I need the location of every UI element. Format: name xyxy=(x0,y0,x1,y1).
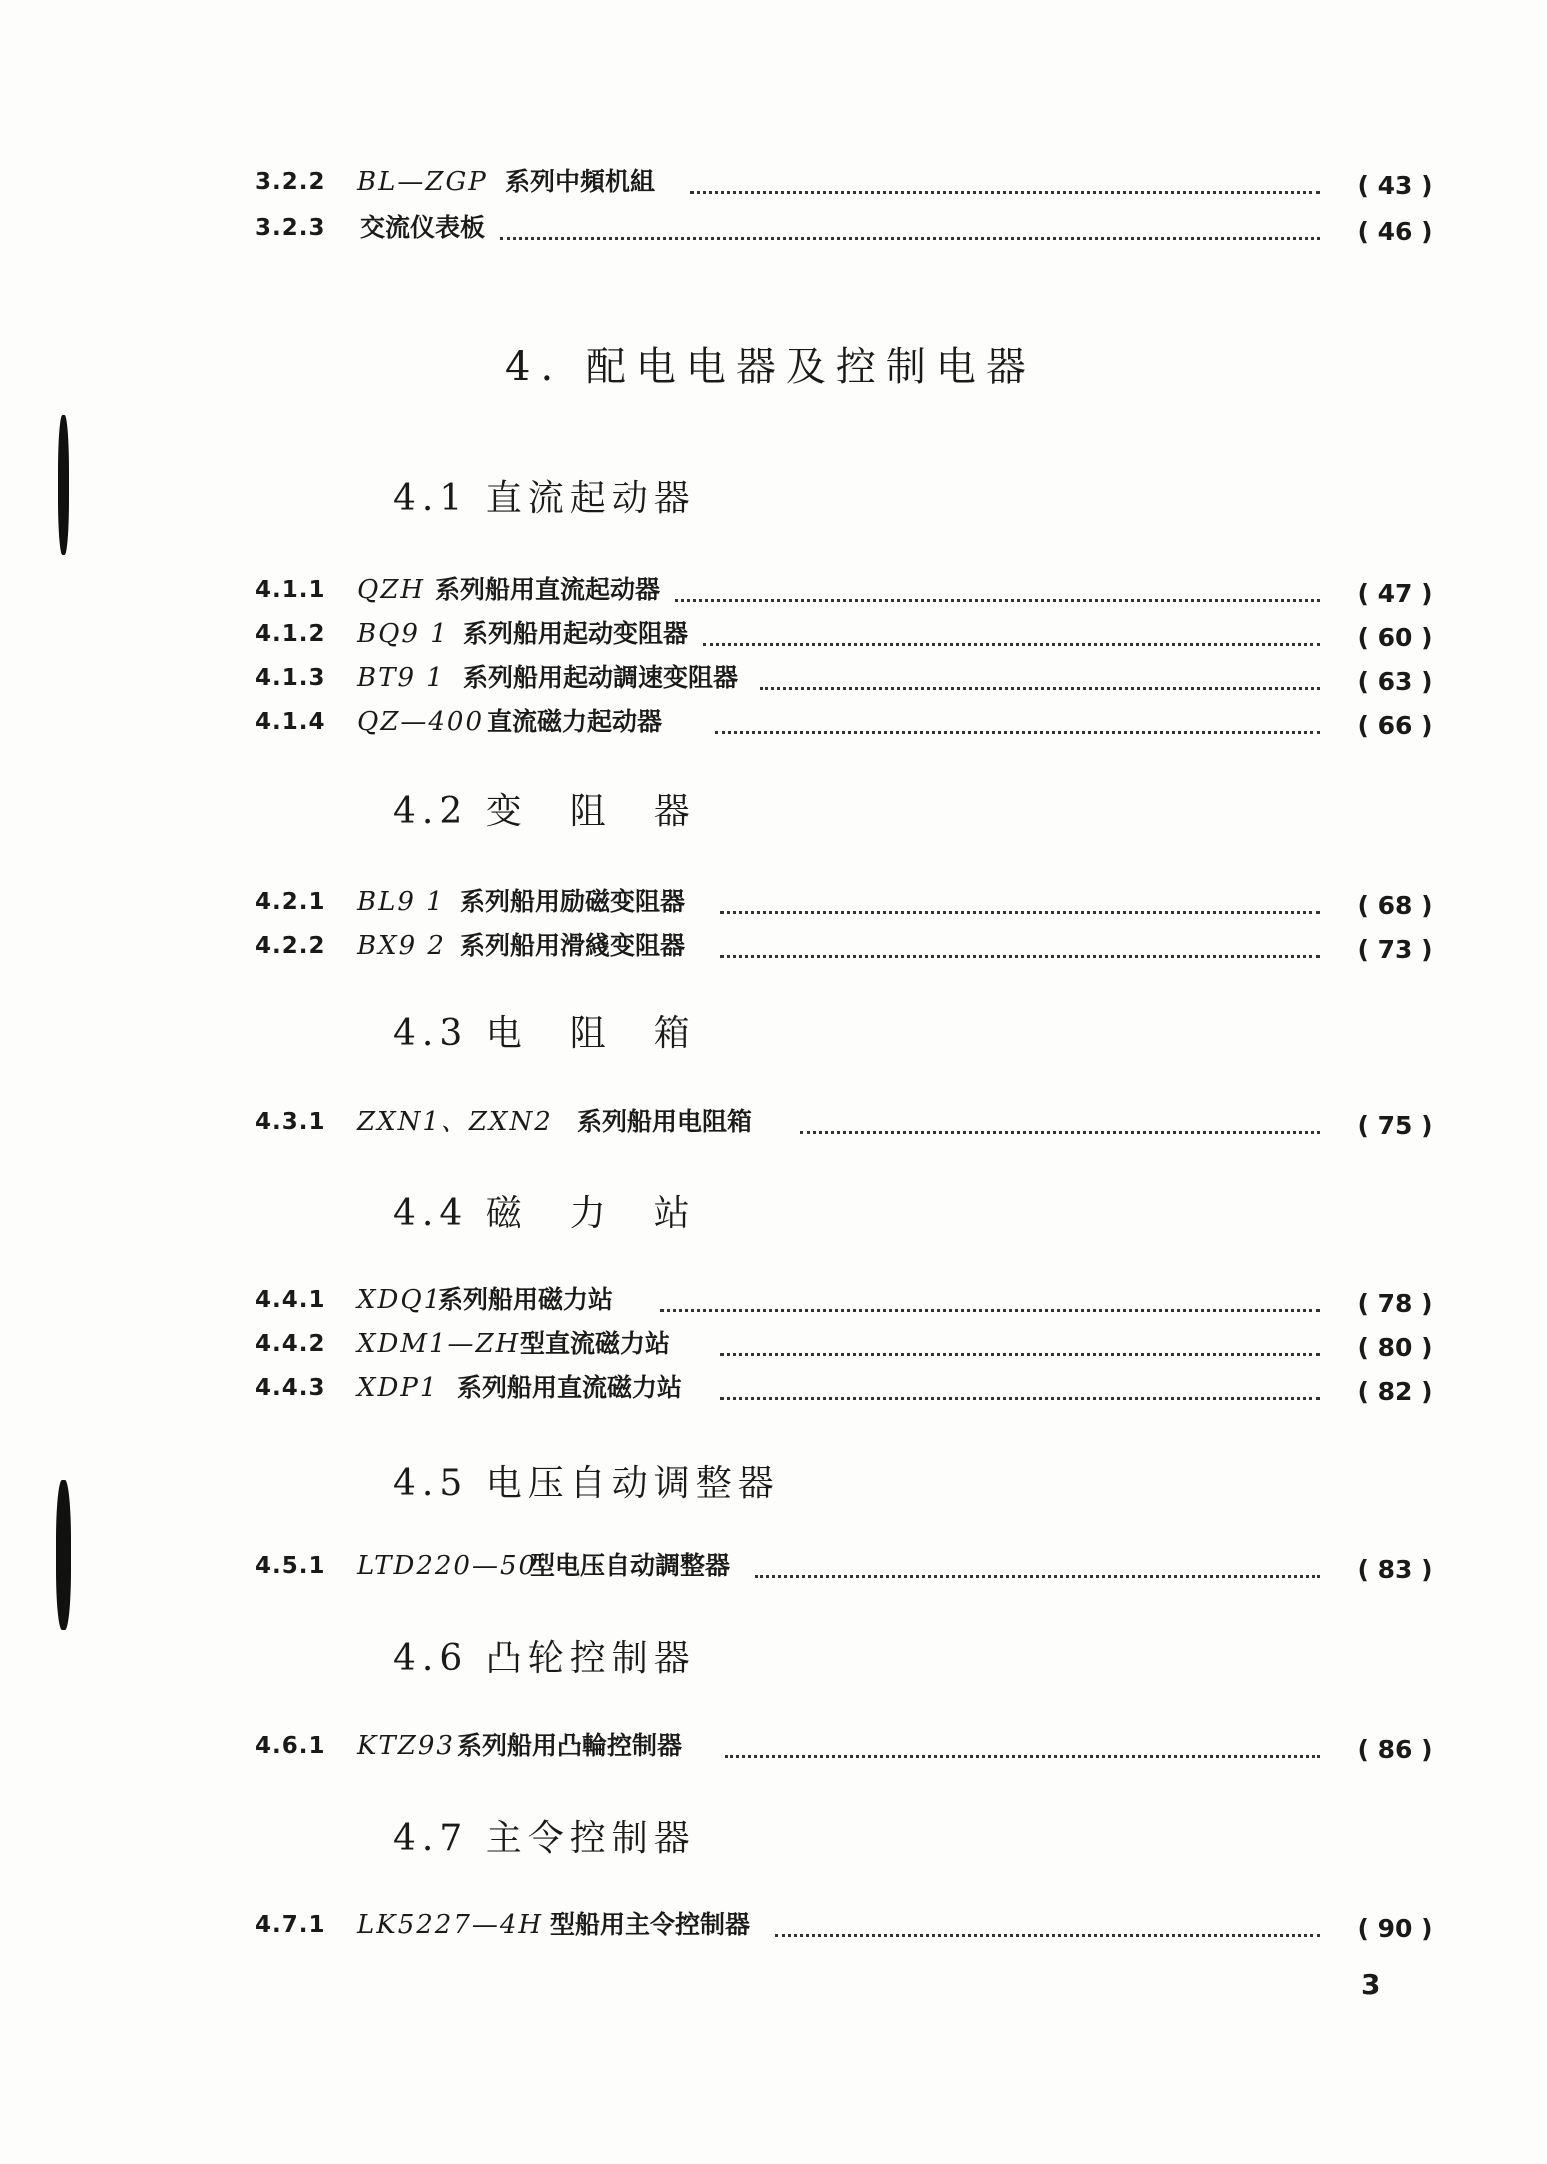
entry-title: 系列船用起动变阻器 xyxy=(463,619,689,648)
dot-leader xyxy=(755,1535,1320,1578)
entry-number: 4.4.3 xyxy=(255,1375,326,1401)
entry-number: 3.2.2 xyxy=(255,169,326,195)
entry-page: ( 83 ) xyxy=(1357,1555,1433,1584)
entry-page: ( 86 ) xyxy=(1357,1735,1433,1764)
toc-entry xyxy=(255,1102,1450,1142)
entry-number: 4.1.1 xyxy=(255,577,326,603)
entry-page: ( 63 ) xyxy=(1357,667,1433,696)
entry-title: 型船用主令控制器 xyxy=(550,1910,751,1939)
dot-leader xyxy=(760,647,1320,690)
section-heading: 4.6 凸轮控制器 xyxy=(393,1638,696,1679)
entry-code: LTD220—50 xyxy=(357,1551,538,1581)
page-number: 3 xyxy=(1361,1968,1381,2001)
dot-leader xyxy=(703,603,1320,646)
dot-leader xyxy=(660,1269,1320,1312)
entry-title: 系列中頻机組 xyxy=(505,167,656,196)
entry-number: 4.2.2 xyxy=(255,933,326,959)
dot-leader xyxy=(720,1357,1320,1400)
toc-entry xyxy=(255,162,1450,202)
entry-code: XDM1—ZH xyxy=(357,1329,521,1359)
entry-title: 系列船用滑綫变阻器 xyxy=(460,931,686,960)
entry-code: BL9 1 xyxy=(357,887,445,917)
dot-leader xyxy=(800,1091,1320,1134)
entry-code: QZ—400 xyxy=(357,707,485,737)
entry-code: XDQ1 xyxy=(357,1285,443,1315)
dot-leader xyxy=(775,1894,1320,1937)
toc-entry xyxy=(255,1905,1450,1945)
toc-entry xyxy=(255,926,1450,966)
entry-page: ( 90 ) xyxy=(1357,1914,1433,1943)
entry-code: KTZ93 xyxy=(357,1731,455,1761)
entry-code: BT9 1 xyxy=(357,663,445,693)
toc-entry xyxy=(255,1726,1450,1766)
entry-title: 交流仪表板 xyxy=(360,213,486,242)
entry-number: 4.4.2 xyxy=(255,1331,326,1357)
entry-code: LK5227—4H xyxy=(357,1910,544,1940)
entry-page: ( 46 ) xyxy=(1357,217,1433,246)
section-heading: 4.3 电 阻 箱 xyxy=(393,1013,696,1054)
entry-code: BX9 2 xyxy=(357,931,446,961)
dot-leader xyxy=(500,197,1320,240)
entry-number: 4.2.1 xyxy=(255,889,326,915)
entry-page: ( 75 ) xyxy=(1357,1111,1433,1140)
section-heading: 4.1 直流起动器 xyxy=(393,478,696,519)
entry-number: 4.6.1 xyxy=(255,1733,326,1759)
entry-number: 4.7.1 xyxy=(255,1912,326,1938)
entry-page: ( 82 ) xyxy=(1357,1377,1433,1406)
entry-page: ( 47 ) xyxy=(1357,579,1433,608)
toc-entry xyxy=(255,702,1450,742)
entry-number: 4.5.1 xyxy=(255,1553,326,1579)
entry-code: XDP1 xyxy=(357,1373,439,1403)
entry-page: ( 78 ) xyxy=(1357,1289,1433,1318)
entry-number: 4.1.4 xyxy=(255,709,326,735)
entry-code: ZXN1、ZXN2 xyxy=(357,1107,553,1137)
section-heading: 4.7 主令控制器 xyxy=(393,1818,696,1859)
section-heading: 4.4 磁 力 站 xyxy=(393,1193,696,1234)
entry-page: ( 60 ) xyxy=(1357,623,1433,652)
toc-entry xyxy=(255,1368,1450,1408)
entry-number: 4.4.1 xyxy=(255,1287,326,1313)
dot-leader xyxy=(690,151,1320,194)
entry-code: BL—ZGP xyxy=(357,167,488,197)
entry-number: 4.3.1 xyxy=(255,1109,326,1135)
binding-mark xyxy=(58,415,69,555)
entry-title: 系列船用励磁变阻器 xyxy=(460,887,686,916)
toc-entry xyxy=(255,208,1450,248)
entry-code: BQ9 1 xyxy=(357,619,449,649)
entry-title: 系列船用直流磁力站 xyxy=(457,1373,683,1402)
entry-code: QZH xyxy=(357,575,426,605)
entry-number: 4.1.2 xyxy=(255,621,326,647)
entry-title: 直流磁力起动器 xyxy=(487,707,663,736)
entry-title: 型直流磁力站 xyxy=(520,1329,671,1358)
dot-leader xyxy=(725,1715,1320,1758)
toc-entry xyxy=(255,1546,1450,1586)
entry-page: ( 68 ) xyxy=(1357,891,1433,920)
chapter-heading: 4. 配电电器及控制电器 xyxy=(505,344,1036,390)
entry-number: 4.1.3 xyxy=(255,665,326,691)
dot-leader xyxy=(715,691,1320,734)
dot-leader xyxy=(675,559,1320,602)
entry-page: ( 66 ) xyxy=(1357,711,1433,740)
entry-title: 系列船用凸輪控制器 xyxy=(457,1731,683,1760)
section-heading: 4.5 电压自动调整器 xyxy=(393,1463,780,1504)
dot-leader xyxy=(720,1313,1320,1356)
entry-page: ( 80 ) xyxy=(1357,1333,1433,1362)
entry-page: ( 73 ) xyxy=(1357,935,1433,964)
entry-page: ( 43 ) xyxy=(1357,171,1433,200)
entry-title: 系列船用起动調速变阻器 xyxy=(463,663,739,692)
dot-leader xyxy=(720,915,1320,958)
entry-title: 系列船用电阻箱 xyxy=(577,1107,753,1136)
entry-title: 系列船用直流起动器 xyxy=(435,575,661,604)
binding-mark xyxy=(56,1480,71,1630)
dot-leader xyxy=(720,871,1320,914)
entry-title: 型电压自动調整器 xyxy=(530,1551,731,1580)
section-heading: 4.2 变 阻 器 xyxy=(393,791,696,832)
entry-title: 系列船用磁力站 xyxy=(438,1285,614,1314)
entry-number: 3.2.3 xyxy=(255,215,326,241)
